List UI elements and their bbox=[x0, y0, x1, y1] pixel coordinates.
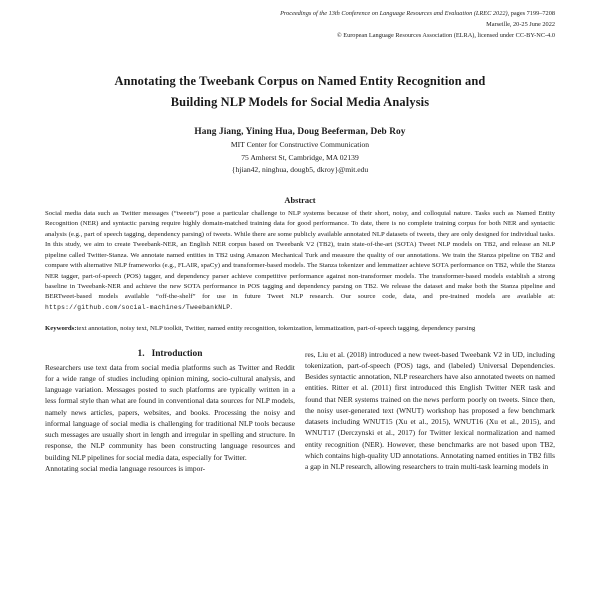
abstract-repository-url[interactable]: https://github.com/social-machines/TweebankNLP bbox=[45, 303, 231, 311]
column-right bbox=[305, 349, 555, 564]
title-line-1: Annotating the Tweebank Corpus on Named Entity Recognition and bbox=[114, 74, 486, 89]
abstract-text-tail: . bbox=[230, 303, 233, 311]
proceedings-pages: , pages 7199–7208 bbox=[507, 10, 555, 17]
section-heading-introduction bbox=[45, 349, 295, 359]
proceedings-location-date: Marseille, 20-25 June 2022 bbox=[486, 20, 555, 28]
paragraph: Annotating social media language resources is impor- bbox=[45, 464, 206, 473]
page-title bbox=[45, 71, 555, 111]
keywords-line bbox=[45, 324, 555, 334]
postal-address: 75 Amherst St, Cambridge, MA 02139 bbox=[241, 153, 359, 163]
abstract-heading: Abstract bbox=[284, 195, 316, 205]
keywords-label: Keywords: bbox=[45, 325, 77, 333]
paragraph: res, Liu et al. (2018) introduced a new tweet-based Tweebank V2 in UD, including tokenization, part-of-speech (POS) tags, and (labeled) Universal Dependencies. Besides syntactic annotation, NLP researchers have also annotated tweets on named entities. Ritter et al. (2011) first introduced this English Twitter NER task and found that NER systems trained on the news perform poorly on tweets. Since then, the noisy user-generated text (WNUT) workshop has proposed a few benchmark datasets including WNUT15 (Xu et al., 2015), WNUT16 (Xu et al., 2015), and WNUT17 (Derczynski et al., 2017) for Twitter lexical normalization and named entity recognition (NER). However, these benchmarks are not based upon TB2, which contains high-quality UD annotations. Annotating named entities in TB2 fills a gap in NLP research, allowing researchers to train multi-task learning models in bbox=[305, 349, 555, 472]
proceedings-license: © European Language Resources Association (ELRA), licensed under CC-BY-NC-4.0 bbox=[336, 31, 555, 39]
section-number: 1. bbox=[137, 348, 145, 359]
proceedings-conference-name: Proceedings of the 13th Conference on Language Resources and Evaluation (LREC 2022) bbox=[280, 10, 508, 17]
title-line-2: Building NLP Models for Social Media Analysis bbox=[170, 94, 430, 109]
author-list: Hang Jiang, Yining Hua, Doug Beeferman, Deb Roy bbox=[194, 126, 406, 137]
paragraph: Researchers use text data from social media platforms such as Twitter and Reddit for a wide range of studies including opinion mining, socio-cultural analysis, and language variation. Messages posted to such platforms are typically written in a less formal style than what are found in conventional data sources for NLP models, namely news articles, papers, websites, and books. Processing the noisy and informal language of social media is challenging for traditional NLP tools because such messages are usually short in length and irregular in spelling and structure. In response, the NLP community has been constructing language resources and building NLP pipelines for social media data, especially for Twitter. bbox=[45, 362, 295, 462]
body-columns bbox=[45, 349, 555, 564]
proceedings-header bbox=[45, 0, 555, 41]
proceedings-citation-line bbox=[45, 9, 555, 20]
keywords-values: text annotation, noisy text, NLP toolkit, Twitter, named entity recognition, tokenization, lemmatization, part-of-speech tagging, dependency parsing bbox=[76, 325, 476, 333]
section-title: Introduction bbox=[151, 348, 203, 359]
abstract-text: Social media data such as Twitter messages (“tweets”) pose a particular challenge to NLP systems because of their short, noisy, and colloquial nature. Tasks such as Named Entity Recognition (NER) and syntactic parsing require highly domain-matched training data for good performance. To date, there is no complete training corpus for both NER and syntactic analysis (e.g., part of speech tagging, dependency parsing) of tweets. While there are some publicly available annotated NLP datasets of tweets, they are only designed for individual tasks. In this study, we aim to create Tweebank-NER, an English NER corpus based on Tweebank V2 (TB2), train state-of-the-art (SOTA) Tweet NLP models on TB2, and release an NLP pipeline called Twitter-Stanza. We annotate named entities in TB2 using Amazon Mechanical Turk and measure the quality of our annotations. We train the Stanza pipeline on TB2 and compare with alternative NLP frameworks (e.g., FLAIR, spaCy) and transformer-based models. The Stanza tokenizer and lemmatizer achieve SOTA performance on TB2, while the Stanza NER tagger, part-of-speech (POS) tagger, and dependency parser achieve competitive performance against non-transformer models. The transformer-based models establish a strong baseline in Tweebank-NER and achieve the new SOTA performance in POS tagging and dependency parsing on TB2. We release the dataset and make both the Stanza pipeline and BERTweet-based models available “off-the-shelf” for use in future Tweet NLP research. Our source code, data, and pre-trained models are available at: bbox=[45, 209, 555, 301]
affiliation: MIT Center for Constructive Communication bbox=[230, 139, 370, 149]
page-content bbox=[45, 0, 555, 564]
contact-email: {hjian42, ninghua, dougb5, dkroy}@mit.edu bbox=[231, 165, 369, 175]
abstract-body bbox=[45, 209, 555, 313]
column-left bbox=[45, 349, 295, 564]
